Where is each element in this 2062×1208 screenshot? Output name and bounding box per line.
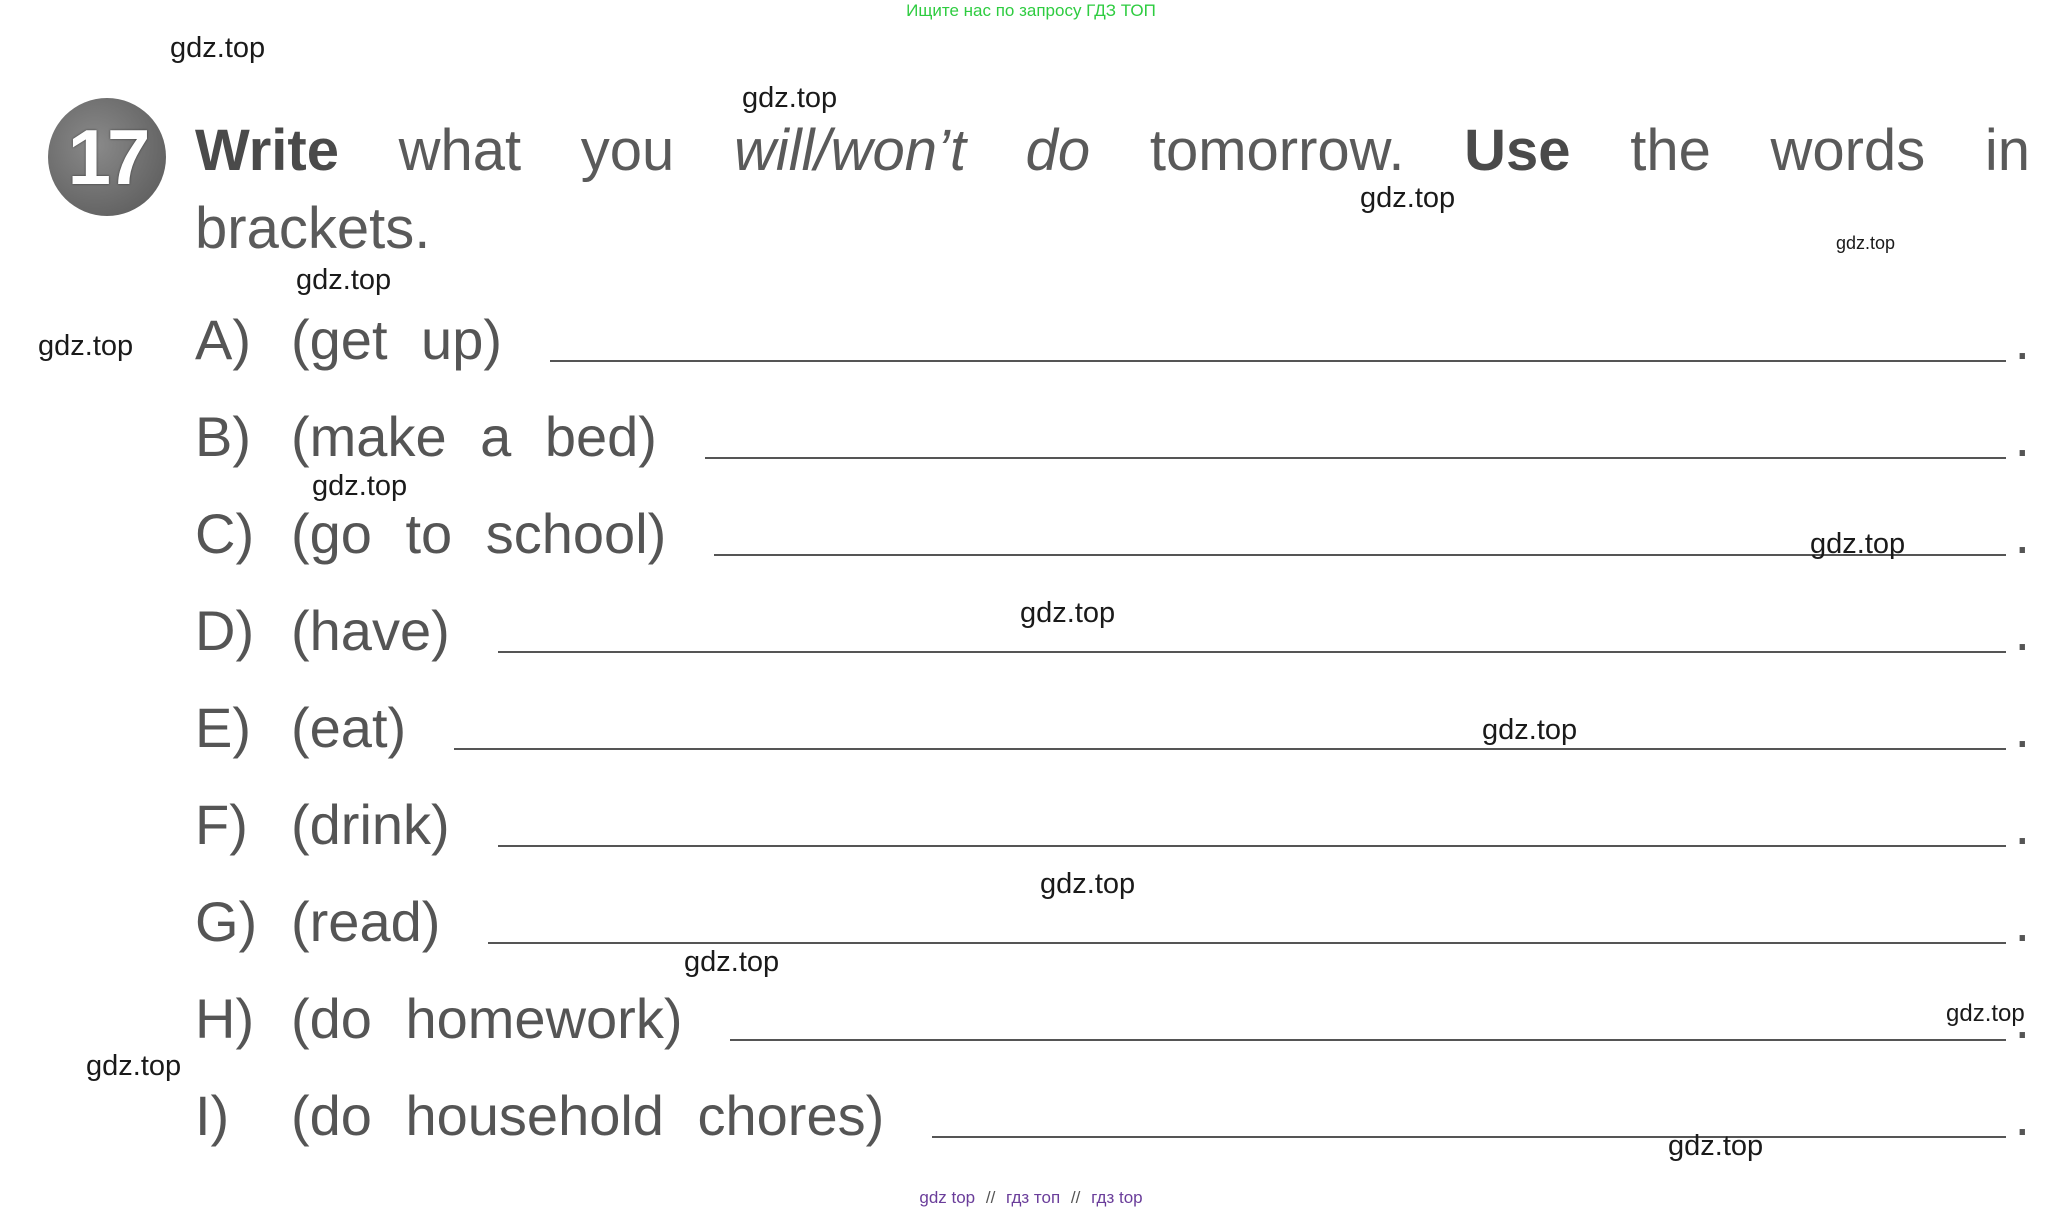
item-letter: I) <box>195 1084 230 1147</box>
item-end-period: . <box>2014 696 2030 759</box>
item-prompt: (drink) <box>291 793 450 856</box>
item-end-period: . <box>2014 987 2030 1050</box>
footer-separator: // <box>985 1188 996 1207</box>
answer-line[interactable] <box>932 1135 2006 1138</box>
watermark: gdz.top <box>1946 1000 2025 1027</box>
footer-link-gdz-top[interactable]: gdz top <box>919 1188 976 1207</box>
item-end-period: . <box>2014 599 2030 662</box>
exercise-item-b <box>195 397 2030 467</box>
watermark: gdz.top <box>296 264 392 296</box>
item-prompt: (have) <box>291 599 450 662</box>
footer-link-gdz-top-mixed[interactable]: гдз top <box>1091 1188 1143 1207</box>
item-prompt: (eat) <box>291 696 407 759</box>
instruction-use: Use <box>1464 118 1571 183</box>
answer-line[interactable] <box>550 359 2006 362</box>
item-letter: H) <box>195 987 255 1050</box>
exercise-item-f <box>195 785 2030 855</box>
item-letter: C) <box>195 502 255 565</box>
item-prompt: (make a bed) <box>291 405 657 468</box>
item-prompt: (go to school) <box>291 502 667 565</box>
watermark: gdz.top <box>742 82 838 114</box>
exercise-item-h <box>195 979 2030 1049</box>
item-end-period: . <box>2014 308 2030 371</box>
instruction-will-wont-do: will/won’t do <box>733 118 1091 183</box>
item-prompt: (do household chores) <box>291 1084 885 1147</box>
item-letter: A) <box>195 308 251 371</box>
item-prompt: (get up) <box>291 308 502 371</box>
watermark: gdz.top <box>1360 182 1456 214</box>
item-letter: F) <box>195 793 248 856</box>
watermark: gdz.top <box>312 470 408 502</box>
watermark: gdz.top <box>170 32 266 64</box>
watermark: gdz.top <box>38 330 134 362</box>
exercise-instruction <box>195 112 2030 268</box>
watermark: gdz.top <box>86 1050 182 1082</box>
exercise-number-badge <box>48 98 166 216</box>
watermark: gdz.top <box>1020 597 1116 629</box>
exercise-item-c <box>195 494 2030 564</box>
watermark: gdz.top <box>1482 714 1578 746</box>
instruction-what-you: what you <box>398 118 675 183</box>
instruction-tomorrow: tomorrow. <box>1149 118 1405 183</box>
item-end-period: . <box>2014 405 2030 468</box>
top-banner[interactable]: Ищите нас по запросу ГДЗ ТОП <box>906 1 1156 20</box>
exercise-item-a <box>195 300 2030 370</box>
answer-line[interactable] <box>498 844 2007 847</box>
footer-separator: // <box>1070 1188 1081 1207</box>
item-letter: B) <box>195 405 251 468</box>
watermark: gdz.top <box>1810 528 1906 560</box>
item-letter: E) <box>195 696 251 759</box>
exercise-item-e <box>195 688 2030 758</box>
answer-line[interactable] <box>454 747 2006 750</box>
footer-links <box>0 1188 2062 1208</box>
watermark: gdz.top <box>1836 233 1896 253</box>
item-end-period: . <box>2014 502 2030 565</box>
watermark: gdz.top <box>684 946 780 978</box>
item-prompt: (do homework) <box>291 987 683 1050</box>
footer-link-gdz-top-ru[interactable]: гдз топ <box>1006 1188 1061 1207</box>
answer-line[interactable] <box>730 1038 2006 1041</box>
instruction-words-in-brackets: the words in brackets. <box>195 118 2030 261</box>
watermark: gdz.top <box>1040 868 1136 900</box>
item-letter: G) <box>195 890 258 953</box>
answer-line[interactable] <box>705 456 2007 459</box>
item-end-period: . <box>2014 793 2030 856</box>
item-end-period: . <box>2014 1084 2030 1147</box>
answer-line[interactable] <box>498 650 2007 653</box>
item-letter: D) <box>195 599 255 662</box>
watermark: gdz.top <box>1668 1130 1764 1162</box>
answer-line[interactable] <box>488 941 2006 944</box>
item-end-period: . <box>2014 890 2030 953</box>
item-prompt: (read) <box>291 890 441 953</box>
exercise-number: 17 <box>67 112 147 201</box>
instruction-write: Write <box>195 118 339 183</box>
